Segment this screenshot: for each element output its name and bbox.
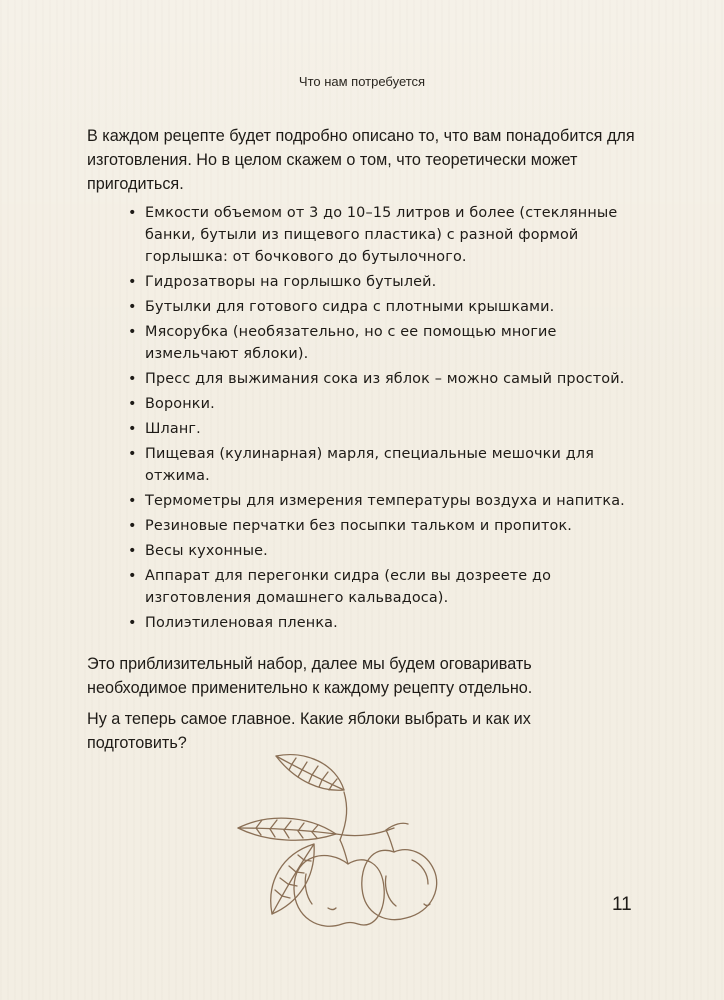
list-item-text: Резиновые перчатки без посыпки тальком и пропиток. [145, 518, 573, 534]
bullet-icon: • [128, 299, 137, 315]
list-item-text: Пресс для выжимания сока из яблок – можно самый простой. [145, 371, 625, 387]
list-item [128, 321, 628, 365]
bullet-icon: • [128, 543, 137, 559]
list-item [128, 418, 628, 440]
list-item [128, 296, 628, 318]
summary-paragraph: Это приблизительный набор, далее мы будем оговаривать необходимое применительно к каждому рецепту отдельно. [87, 655, 533, 697]
list-item [128, 540, 628, 562]
intro-paragraph: В каждом рецепте будет подробно описано то, что вам понадобится для изготовления. Но в целом скажем о том, что теоретически может пригодиться. [87, 127, 635, 193]
list-item-text: Весы кухонные. [145, 543, 268, 559]
list-item [128, 515, 628, 537]
list-item [128, 202, 628, 268]
list-item-text: Термометры для измерения температуры воздуха и напитка. [145, 493, 625, 509]
list-item-text: Пищевая (кулинарная) марля, специальные мешочки для отжима. [145, 446, 595, 484]
list-item-text: Полиэтиленовая пленка. [145, 615, 338, 631]
list-item [128, 612, 628, 634]
list-item [128, 368, 628, 390]
bullet-icon: • [128, 493, 137, 509]
apples-on-branch-icon [236, 748, 476, 928]
list-item-text: Гидрозатворы на горлышко бутылей. [145, 274, 437, 290]
list-item [128, 443, 628, 487]
bullet-icon: • [128, 396, 137, 412]
bullet-icon: • [128, 324, 137, 340]
list-item-text: Мясорубка (необязательно, но с ее помощью многие измельчают яблоки). [145, 324, 557, 362]
list-item-text: Аппарат для перегонки сидра (если вы дозреете до изготовления домашнего кальвадоса). [145, 568, 552, 606]
bullet-icon: • [128, 371, 137, 387]
list-item-text: Емкости объемом от 3 до 10–15 литров и более (стеклянные банки, бутыли из пищевого пластика) с разной формой горлышка: от бочкового до бутылочного. [145, 205, 618, 265]
running-title: Что нам потребуется [298, 74, 426, 89]
bullet-icon: • [128, 421, 137, 437]
bullet-icon: • [128, 518, 137, 534]
bullet-icon: • [128, 568, 137, 584]
equipment-list [128, 202, 628, 637]
bullet-icon: • [128, 446, 137, 462]
bullet-icon: • [128, 274, 137, 290]
list-item [128, 490, 628, 512]
list-item [128, 393, 628, 415]
list-item-text: Бутылки для готового сидра с плотными крышками. [145, 299, 555, 315]
list-item-text: Шланг. [145, 421, 201, 437]
closing-paragraph: Ну а теперь самое главное. Какие яблоки выбрать и как их подготовить? [87, 710, 531, 752]
list-item [128, 565, 628, 609]
list-item-text: Воронки. [145, 396, 215, 412]
page-number: 11 [612, 894, 632, 915]
list-item [128, 271, 628, 293]
bullet-icon: • [128, 205, 137, 221]
bullet-icon: • [128, 615, 137, 631]
